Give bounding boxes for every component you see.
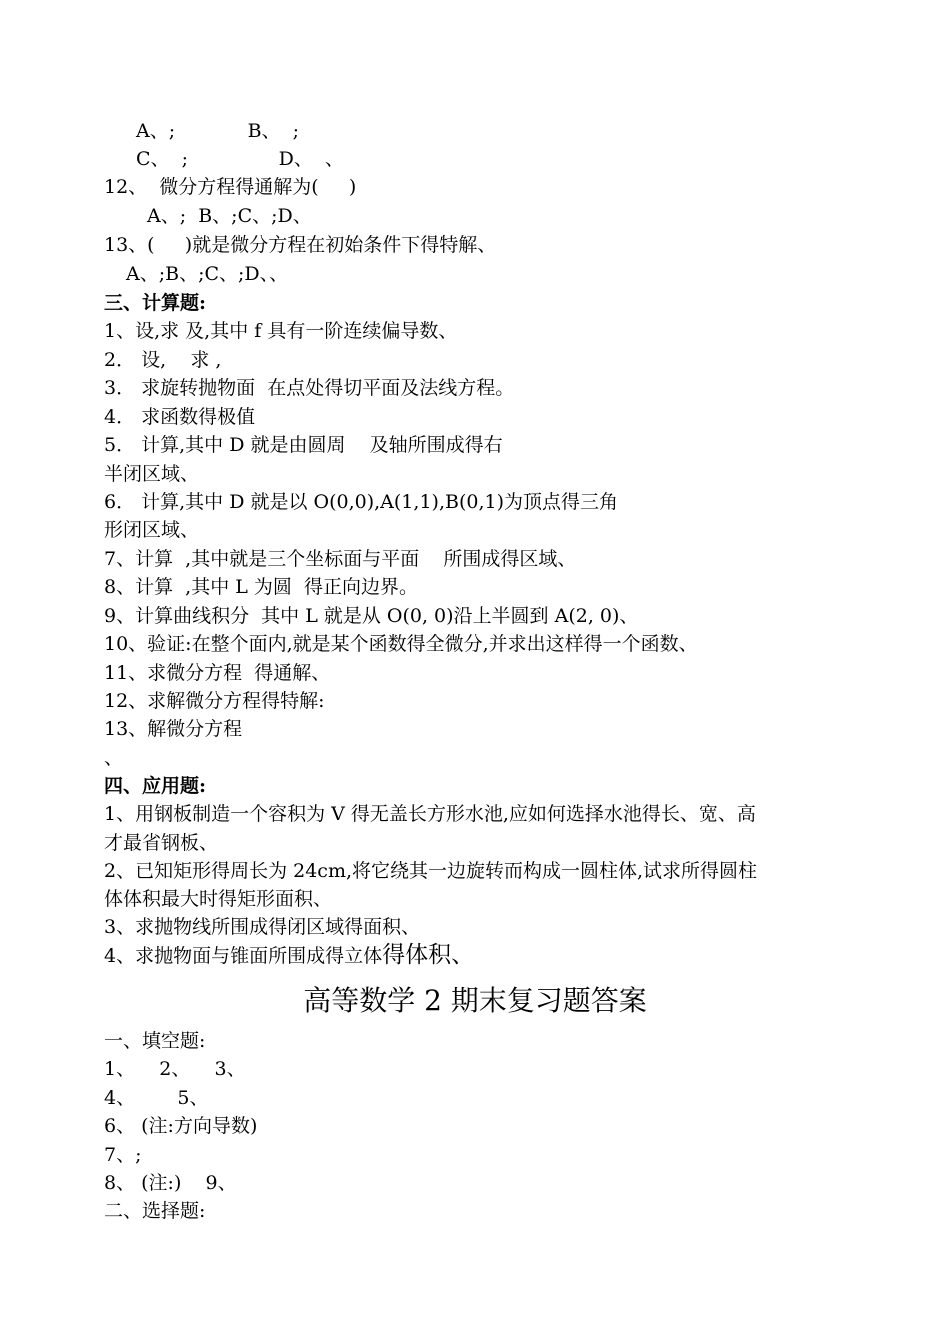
calc-item-11: 11、求微分方程 得通解、 — [104, 662, 331, 684]
calc-item-8: 8、计算 ,其中 L 为圆 得正向边界。 — [104, 576, 418, 598]
answer-line-2: 4、 5、 — [104, 1087, 209, 1109]
calc-item-9: 9、计算曲线积分 其中 L 就是从 O(0, 0)沿上半圆到 A(2, 0)、 — [104, 605, 639, 627]
app-item-4-suffix: 得体积、 — [382, 942, 475, 968]
answer-line-4: 7、; — [104, 1144, 142, 1166]
choices-ab: A、; B、 ; — [136, 120, 300, 142]
question-13-choices: A、;B、;C、;D、、 — [126, 263, 289, 285]
question-13: 13、( )就是微分方程在初始条件下得特解、 — [104, 234, 497, 256]
calc-item-13: 13、解微分方程 — [104, 718, 243, 740]
calc-item-3: 3． 求旋转抛物面 在点处得切平面及法线方程。 — [104, 377, 515, 399]
calc-item-4: 4． 求函数得极值 — [104, 406, 256, 428]
calc-item-1: 1、设,求 及,其中 f 具有一阶连续偏导数、 — [104, 320, 458, 342]
calc-item-5: 5． 计算,其中 D 就是由圆周 及轴所围成得右 — [104, 434, 503, 456]
answers-title: 高等数学 2 期末复习题答案 — [303, 984, 647, 1017]
section-4-heading: 四、应用题: — [104, 775, 207, 797]
section-3-heading: 三、计算题: — [104, 292, 207, 314]
answer-line-5: 8、 (注:) 9、 — [104, 1172, 237, 1194]
calc-item-13-cont: 、 — [104, 747, 124, 769]
app-item-1-cont: 才最省钢板、 — [104, 832, 219, 854]
answer-line-3: 6、 (注:方向导数) — [104, 1115, 258, 1137]
answer-line-1: 1、 2、 3、 — [104, 1058, 246, 1080]
app-item-1: 1、用钢板制造一个容积为 V 得无盖长方形水池,应如何选择水池得长、宽、高 — [104, 803, 756, 825]
calc-item-6: 6． 计算,其中 D 就是以 O(0,0),A(1,1),B(0,1)为顶点得三角 — [104, 491, 618, 513]
choice-heading: 二、选择题: — [104, 1200, 206, 1222]
calc-item-5-cont: 半闭区域、 — [104, 463, 200, 485]
question-12-choices: A、; B、;C、;D、 — [147, 205, 312, 227]
question-12: 12、 微分方程得通解为( ) — [104, 176, 357, 198]
calc-item-12: 12、求解微分方程得特解: — [104, 690, 325, 712]
choices-cd: C、 ; D、 、 — [136, 148, 344, 170]
app-item-4 — [104, 942, 474, 969]
calc-item-10: 10、验证:在整个面内,就是某个函数得全微分,并求出这样得一个函数、 — [104, 633, 698, 655]
calc-item-7: 7、计算 ,其中就是三个坐标面与平面 所围成得区域、 — [104, 548, 577, 570]
app-item-2: 2、已知矩形得周长为 24cm,将它绕其一边旋转而构成一圆柱体,试求所得圆柱 — [104, 860, 758, 882]
calc-item-2: 2． 设, 求 , — [104, 349, 222, 371]
calc-item-6-cont: 形闭区域、 — [104, 519, 200, 541]
app-item-4-prefix: 4、求抛物面与锥面所围成得立体 — [104, 945, 383, 967]
fill-heading: 一、填空题: — [104, 1030, 206, 1052]
app-item-3: 3、求抛物线所围成得闭区域得面积、 — [104, 916, 421, 938]
app-item-2-cont: 体体积最大时得矩形面积、 — [104, 888, 333, 910]
